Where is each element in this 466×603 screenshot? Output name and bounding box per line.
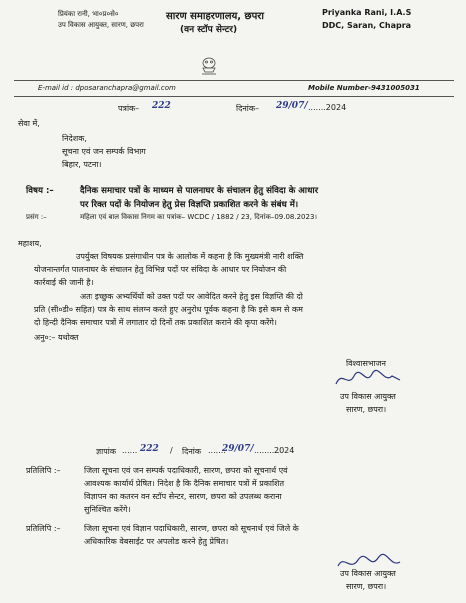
body-para-1-line-1: उपर्युक्त विषयक प्रसंगाधीन पत्र के आलोक में कहना है कि मुख्यमंत्री नारी शक्ति xyxy=(76,252,304,261)
subject-line-1: दैनिक समाचार पत्रों के माध्यम से पालनाघर के संचालन हेतु संविदा के आधार xyxy=(80,186,319,196)
dinank-year: .......2024 xyxy=(308,103,347,112)
reference-label: प्रसंग :– xyxy=(26,213,47,221)
addressee-line-3: बिहार, पटना। xyxy=(62,160,102,169)
body-para-1-line-2: योजनान्तर्गत पालनाघर के संचालन हेतु विभिन्न पदों पर संविदा के आधार पर नियोजन की xyxy=(34,265,287,274)
copy-1-line-4: सुनिश्चित करेंगे। xyxy=(84,505,131,514)
copy-2-label: प्रतिलिपि :– xyxy=(26,524,61,533)
gyapank-label: ज्ञापांक xyxy=(96,447,116,456)
subject-label: विषय :– xyxy=(26,186,54,196)
enclosure-note: अनु०:– यथोक्त xyxy=(34,333,79,342)
signatory-place-2: सारण, छपरा। xyxy=(346,582,387,591)
body-para-2-line-3: दो हिन्दी दैनिक समाचार पत्रों में लगातार दो दिनों तक प्रकाशित कराने की कृपा करेंगे। xyxy=(34,318,277,327)
signatory-place-1: सारण, छपरा। xyxy=(346,405,387,414)
copy-1-line-1: जिला सूचना एवं जन सम्पर्क पदाधिकारी, सारण, छपरा को सूचनार्थ एवं xyxy=(84,466,288,475)
copy-dinank-year: 2024 xyxy=(274,446,295,455)
state-emblem-icon xyxy=(198,56,220,76)
dinank-value: 29/07/ xyxy=(276,101,308,111)
closing-vishwasbhajan: विश्वासभाजन xyxy=(346,359,386,368)
copy-1-line-2: आवश्यक कार्यार्थ प्रेषित। निदेश है कि दैनिक समाचार पत्रों में प्रकाशित xyxy=(84,479,285,488)
addressee-line-2: सूचना एवं जन सम्पर्क विभाग xyxy=(62,147,146,156)
gyapank-separator: / xyxy=(170,446,173,455)
officer-designation-hindi: उप विकास आयुक्त, सारण, छपरा xyxy=(58,21,144,29)
officer-name-english: Priyanka Rani, I.A.S xyxy=(322,8,412,17)
office-subtitle: (वन स्टॉप सेन्टर) xyxy=(180,25,238,35)
signatory-designation-2: उप विकास आयुक्त xyxy=(340,569,396,578)
body-para-2-line-2: प्रति (सी०डी० सहित) पत्र के साथ संलग्न करते हुए अनुरोध पूर्वक कहना है कि इसे कम से कम xyxy=(34,305,303,314)
letter-page: प्रियंका रानी, भा०प्र०से० उप विकास आयुक्त, सारण, छपरा सारण समाहरणालय, छपरा (वन स्टॉप सेन्टर) Priyanka Rani, I.A.S DDC, Saran, Chapra E-mail id : dposaranchapra@gmail.com Mobile Number-9431005031 पत्रांक– 222 दिनांक– 29/07/ .......2024 सेवा में, निदेशक, सूचना एवं जन सम्पर्क विभाग बिहार, पटना। विषय :– दैनिक समाचार पत्रों के माध्यम से पालनाघर के संचालन हेतु संविदा के आधार पर रिक्त पदों के नियोजन हेतु प्रेस विज्ञप्ति प्रकाशित करने के संबंध में। प्रसंग :– महिला एवं बाल विकास निगम का पत्रांक– WCDC / 1882 / 23, दिनांक–09.08.2023। महाशय, उपर्युक्त विषयक प्रसंगाधीन पत्र के आलोक में कहना है कि मुख्यमंत्री नारी शक्ति योजनान्तर्गत पालनाघर के संचालन हेतु विभिन्न पदों पर संविदा के आधार पर नियोजन की कार्रवाई की जानी है। अतः इच्छुक अभ्यर्थियों को उक्त पदों पर आवेदित करने हेतु इस विज्ञप्ति की दो प्रति (सी०डी० सहित) पत्र के साथ संलग्न करते हुए अनुरोध पूर्वक कहना है कि इसे कम से कम दो हिन्दी दैनिक समाचार पत्रों में लगातार दो दिनों तक प्रकाशित कराने की कृपा करेंगे। अनु०:– यथोक्त विश्वासभाजन उप विकास आयुक्त सारण, छपरा। ज्ञापांक ...... 222 / दिनांक ....... 29/07/ .......... 2024 प्रतिलिपि :– जिला सूचना एवं जन सम्पर्क पदाधिकारी, सारण, छपरा को सूचनार्थ एवं आवश्यक कार्यार्थ प्रेषित। निदेश है कि दैनिक समाचार पत्रों में प्रकाशित विज्ञापन का कतरन वन स्टॉप सेन्टर, सारण, छपरा को उपलब्ध कराना सुनिश्चित करेंगे। प्रतिलिपि :– जिला सूचना एवं विज्ञान पदाधिकारी, सारण, छपरा को सूचनार्थ एवं जिले के अधिकारिक वेबसाईट पर अपलोड करने हेतु प्रेषित। उप विकास आयुक्त सारण, छपरा। xyxy=(0,0,466,603)
gyapank-value: 222 xyxy=(140,444,159,454)
body-para-2-line-1: अतः इच्छुक अभ्यर्थियों को उक्त पदों पर आवेदित करने हेतु इस विज्ञप्ति की दो xyxy=(80,292,303,301)
seva-me: सेवा में, xyxy=(18,119,40,128)
copy-dinank-label: दिनांक xyxy=(182,447,201,456)
reference-text: महिला एवं बाल विकास निगम का पत्रांक– WCDC / 1882 / 23, दिनांक–09.08.2023। xyxy=(80,213,318,221)
dinank-label: दिनांक– xyxy=(236,104,259,113)
salutation: महाशय, xyxy=(18,239,42,248)
email-line: E-mail id : dposaranchapra@gmail.com xyxy=(38,84,176,92)
copy-2-line-2: अधिकारिक वेबसाईट पर अपलोड करने हेतु प्रेषित। xyxy=(84,537,229,546)
header-divider-top xyxy=(14,80,454,81)
mobile-line: Mobile Number-9431005031 xyxy=(308,84,420,92)
copy-2-line-1: जिला सूचना एवं विज्ञान पदाधिकारी, सारण, छपरा को सूचनार्थ एवं जिले के xyxy=(84,524,299,533)
signatory-designation-1: उप विकास आयुक्त xyxy=(340,392,396,401)
header-divider-bottom xyxy=(14,96,454,97)
office-title: सारण समाहरणालय, छपरा xyxy=(166,11,264,22)
officer-designation-english: DDC, Saran, Chapra xyxy=(322,21,412,30)
patrank-label: पत्रांक– xyxy=(118,104,140,113)
patrank-value: 222 xyxy=(152,101,171,111)
signature-1 xyxy=(332,366,404,392)
copy-1-label: प्रतिलिपि :– xyxy=(26,466,61,475)
officer-name-hindi: प्रियंका रानी, भा०प्र०से० xyxy=(58,10,119,18)
subject-line-2: पर रिक्त पदों के नियोजन हेतु प्रेस विज्ञप्ति प्रकाशित करने के संबंध में। xyxy=(80,200,299,210)
body-para-1-line-3: कार्रवाई की जानी है। xyxy=(34,278,94,287)
addressee-line-1: निदेशक, xyxy=(62,134,87,143)
copy-dinank-value: 29/07/ xyxy=(222,444,254,454)
copy-1-line-3: विज्ञापन का कतरन वन स्टॉप सेन्टर, सारण, छपरा को उपलब्ध कराना xyxy=(84,492,282,501)
